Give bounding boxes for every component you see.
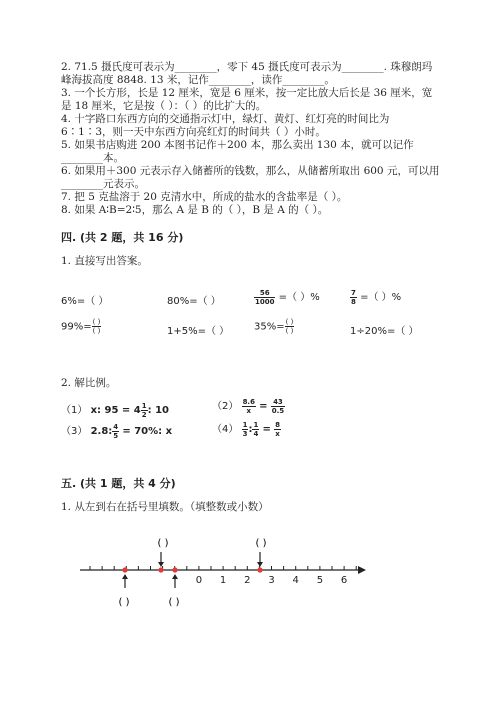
point-marker: [158, 567, 163, 572]
calc-1-div-20-percent: 1÷20%=（ ）: [350, 326, 419, 337]
frac-den: 0.5: [271, 406, 285, 415]
frac-den: 8: [351, 297, 356, 306]
proportion-tail: : 10: [147, 405, 169, 416]
tick-label: 6: [340, 575, 348, 586]
frac-num: 8: [275, 420, 280, 429]
axis-arrowhead: [358, 566, 366, 574]
answer-paren-top-left: ( ): [157, 538, 169, 549]
calc-1-plus-5-percent: 1+5%=（ ）: [167, 326, 230, 337]
proportion-head: x: 95 = 4: [90, 405, 141, 416]
tick-label: 1: [219, 575, 227, 586]
number-line: [0, 530, 500, 650]
frac-den: ( ): [285, 327, 294, 335]
frac-num: 8.6: [242, 397, 255, 406]
frac-num: 1: [253, 420, 259, 429]
tick-label: 2: [244, 575, 251, 586]
proportion-label: （1）: [61, 405, 88, 416]
calc-tail: =（ ）%: [360, 292, 402, 303]
q2-line2: 峰海拔高度 8848. 13 米，记作________，读作________。: [61, 74, 335, 86]
section5-heading: 五. (共 1 题，共 4 分): [61, 477, 176, 490]
q3-line2: 是 18 厘米，它是按（ ）：（ ）的比扩大的。: [61, 100, 267, 112]
frac-den: 3: [242, 429, 248, 438]
q2-line1: 2. 71.5 摄氏度可表示为________，零下 45 摄氏度可表示为________. 珠穆朗玛: [61, 61, 433, 73]
point-marker: [257, 567, 262, 572]
section4-q1-title: 1. 直接写出答案。: [61, 255, 148, 267]
calc-99-percent: [61, 318, 101, 335]
q3-line1: 3. 一个长方形，长是 12 厘米，宽是 6 厘米，按一定比放大后长是 36 厘米，宽: [61, 87, 433, 99]
proportion-1: [61, 401, 169, 419]
frac-num: ( ): [285, 318, 294, 326]
frac-den: 4: [253, 429, 259, 438]
tick-label: 3: [268, 575, 275, 586]
q6-line2: ________元表示。: [61, 178, 145, 190]
q5-line2: ________本。: [61, 152, 124, 164]
frac-num: 43: [271, 398, 285, 407]
frac-den: 5: [113, 431, 119, 440]
frac-num: ( ): [92, 318, 101, 326]
frac-den: x: [246, 406, 252, 415]
proportion-label: （3）: [61, 426, 88, 437]
section4-q2-title: 2. 解比例。: [61, 377, 117, 389]
frac-den: ( ): [92, 327, 101, 335]
down-arrow-right-icon: [257, 562, 263, 567]
up-arrow-left-icon: [122, 574, 128, 579]
equals-sign: =: [259, 401, 268, 412]
q4-line2: 6∶1∶3，则一天中东西方向亮红灯的时间共（ ）小时。: [61, 126, 326, 138]
answer-paren-bottom-left: ( ): [118, 597, 130, 608]
frac-num: 4: [113, 422, 119, 431]
section5-q1-title: 1. 从左到右在括号里填数。（填整数或小数）: [61, 501, 269, 513]
q4-line1: 4. 十字路口东西方向的交通指示灯中，绿灯、黄灯、红灯亮的时间比为: [61, 113, 390, 125]
calc-head: 99%=: [61, 321, 92, 333]
frac-num: 1: [242, 420, 248, 429]
frac-num: 7: [351, 288, 356, 297]
calc-6-percent: 6%=（ ）: [61, 296, 109, 307]
frac-num: 1: [141, 401, 147, 410]
frac-den: 2: [141, 410, 147, 419]
calc-80-percent: 80%=（ ）: [167, 296, 221, 307]
tick-label: 5: [316, 575, 324, 586]
calc-tail: =（ ）%: [278, 292, 320, 303]
point-marker: [172, 567, 177, 572]
up-arrow-right-icon: [172, 574, 178, 579]
answer-paren-top-right: ( ): [255, 538, 267, 549]
calc-35-percent: [254, 318, 294, 335]
proportion-tail: = 70%: x: [122, 426, 173, 437]
equals-sign: =: [262, 424, 271, 435]
point-marker: [122, 567, 127, 572]
q5-line1: 5. 如果书店购进 200 本图书记作＋200 本，那么卖出 130 本，就可以记作: [61, 139, 414, 151]
tick-label: 4: [292, 575, 299, 586]
frac-num: 56: [254, 289, 275, 298]
tick-label: 0: [195, 575, 203, 586]
colon-sign: :: [248, 424, 253, 435]
q8: 8. 如果 A∶B=2∶5，那么 A 是 B 的（ ），B 是 A 的（ ）。: [61, 204, 329, 216]
axis-ticks: [90, 566, 356, 586]
q6-line1: 6. 如果用＋300 元表示存入储蓄所的钱数，那么，从储蓄所取出 600 元，可以用: [61, 165, 440, 177]
section4-heading: 四. (共 2 题，共 16 分): [61, 231, 184, 244]
q7: 7. 把 5 克盐溶于 20 克清水中，所成的盐水的含盐率是（ ）。: [61, 191, 348, 203]
frac-den: 1000: [255, 297, 275, 306]
calc-head: 35%=: [254, 321, 285, 333]
proportion-2: [212, 397, 285, 415]
proportion-label: （2）: [212, 401, 239, 412]
calc-7-over-8: [350, 288, 401, 306]
proportion-4: [212, 420, 281, 438]
calc-56-over-1000: [254, 288, 320, 306]
proportion-head: 2.8:: [90, 426, 113, 437]
proportion-label: （4）: [212, 424, 239, 435]
proportion-3: [61, 422, 172, 440]
answer-paren-bottom-right: ( ): [168, 597, 180, 608]
frac-den: x: [275, 429, 280, 438]
